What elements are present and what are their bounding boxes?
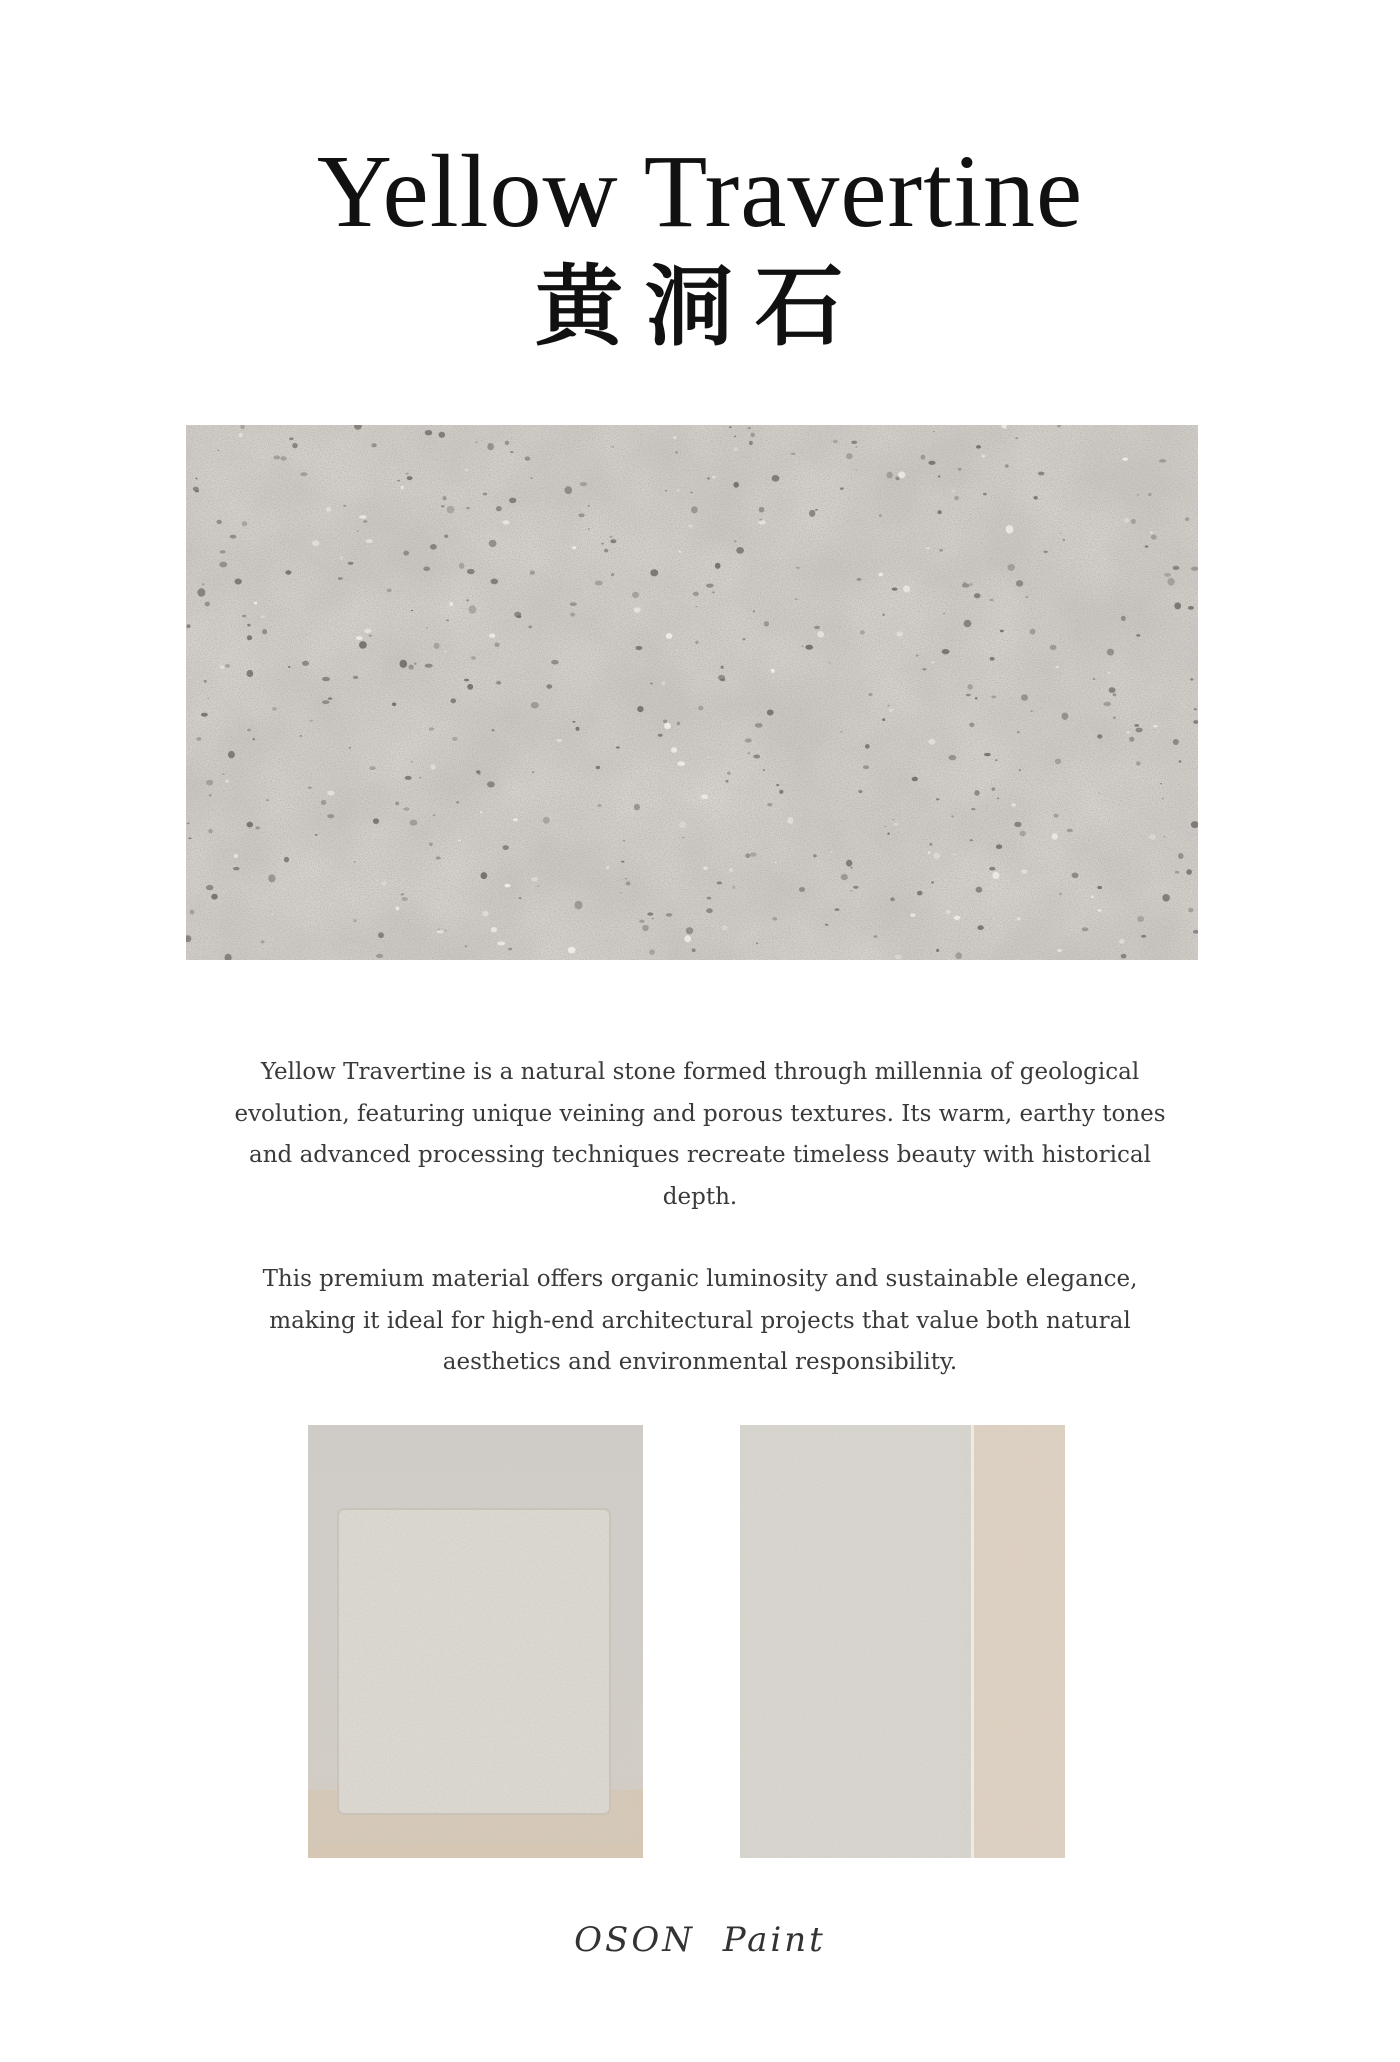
brand-logo-text: OSON Paint: [574, 1920, 826, 1960]
panel-edge-sample-image: [740, 1425, 1065, 1858]
description-paragraph-1: Yellow Travertine is a natural stone formed through millennia of geological evolution, featuring unique veining and porous textures. Its warm, earthy tones and advanced processing techniques recreate timeless beauty with historical depth.: [234, 1059, 1166, 1210]
page-title-chinese: 黄洞石: [534, 254, 865, 358]
description-paragraph-2: This premium material offers organic luminosity and sustainable elegance, making it ideal for high-end architectural projects that value both natural aesthetics and environmental responsibility.: [262, 1266, 1138, 1375]
stone-texture-hero-image: [186, 425, 1198, 960]
page-title: Yellow Travertine: [316, 134, 1084, 249]
square-panel-sample-image: [308, 1425, 643, 1858]
